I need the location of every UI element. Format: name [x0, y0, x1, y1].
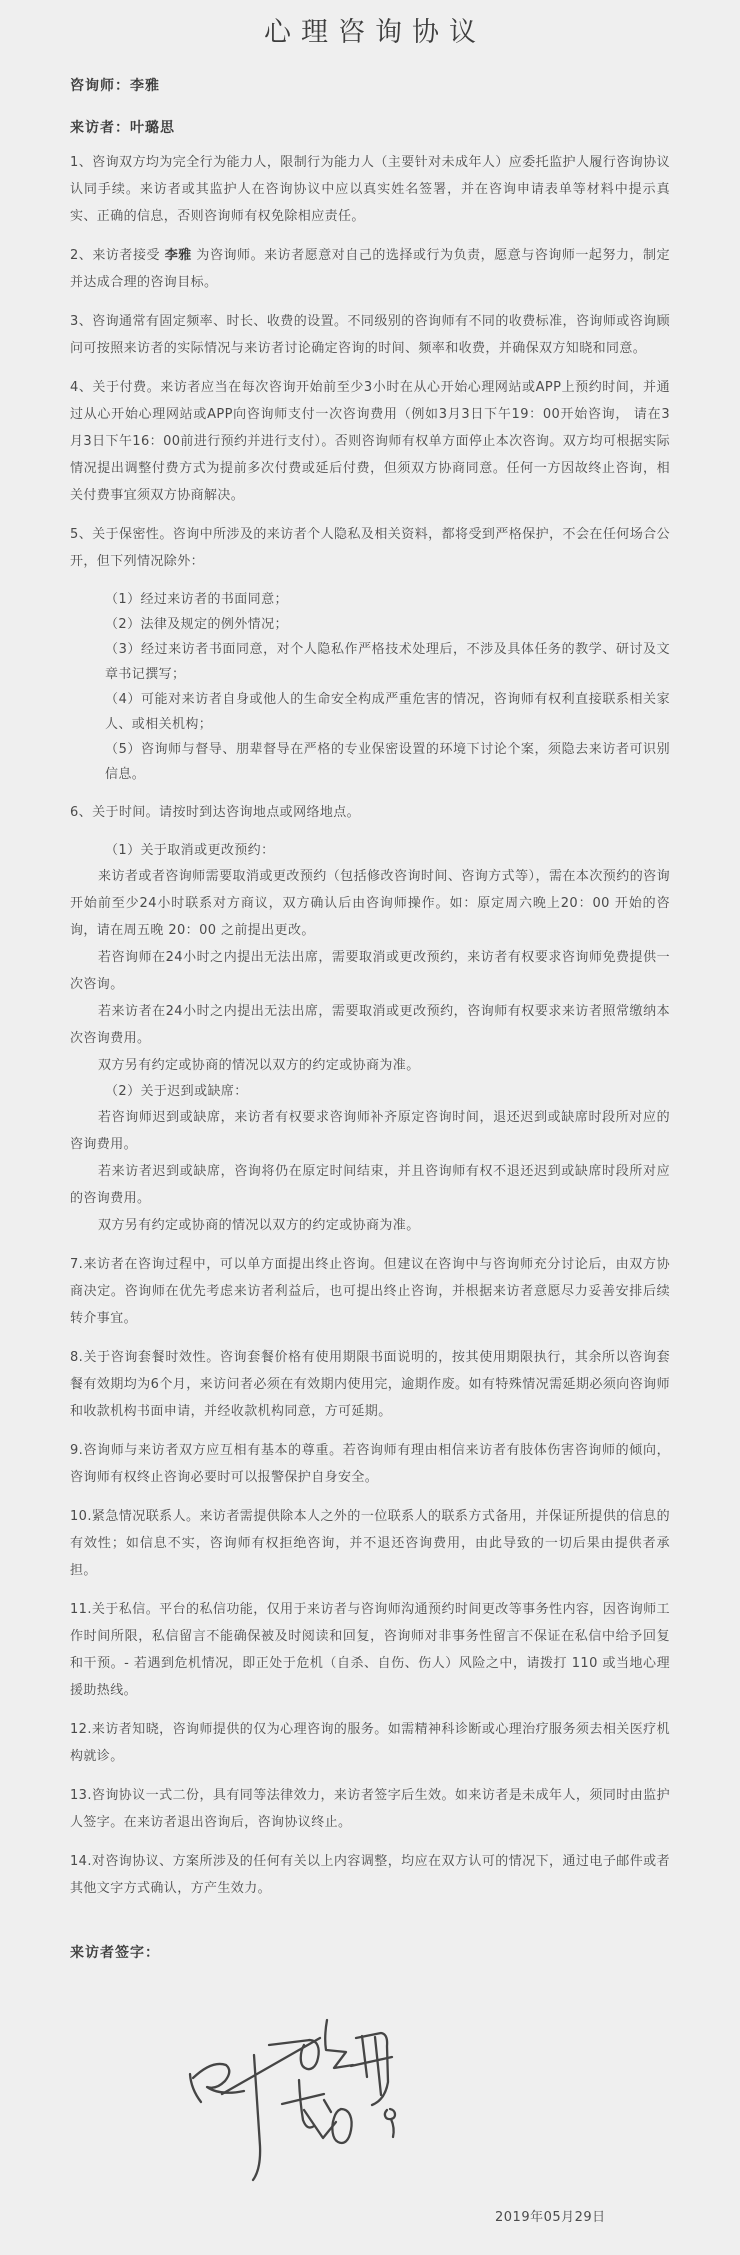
time-subclause-detail: 若来访者在24小时之内提出无法出席，需要取消或更改预约，咨询师有权要求来访者照常缴纳本次咨询费用。: [70, 1004, 670, 1046]
time-subclause-detail: 若咨询师在24小时之内提出无法出席，需要取消或更改预约，来访者有权要求咨询师免费提供一次咨询。: [70, 950, 670, 992]
time-subclause-detail: 来访者或者咨询师需要取消或更改预约（包括修改咨询时间、咨询方式等），需在本次预约的咨询开始前至少24小时联系对方商议，双方确认后由咨询师操作。如：原定周六晚上20：00 开始的咨询，请在周五晚 20：00 之前提出更改。: [70, 869, 670, 938]
counselor-name-inline: 李雅: [164, 248, 192, 263]
clause-paragraph: 9.咨询师与来访者双方应互相有基本的尊重。若咨询师有理由相信来访者有肢体伤害咨询师的倾向，咨询师有权终止咨询必要时可以报警保护自身安全。: [70, 1443, 670, 1485]
clause-paragraph: 4、关于付费。来访者应当在每次咨询开始前至少3小时在从心开始心理网站或APP上预约时间，并通过从心开始心理网站或APP向咨询师支付一次咨询费用（例如3月3日下午19：00开始咨询， 请在3月3日下午16：00前进行预约并进行支付）。否则咨询师有权单方面停止本次咨询。双方均可根据实际情况提出调整付费方式为提前多次付费或延后付费，但须双方协商同意。任何一方因故终止咨询，相关付费事宜须双方协商解决。: [70, 380, 670, 503]
visitor-signature: [170, 1988, 410, 2200]
time-subclause-detail: 若咨询师迟到或缺席，来访者有权要求咨询师补齐原定咨询时间，退还迟到或缺席时段所对应的咨询费用。: [70, 1110, 670, 1152]
clause-paragraph: 8.关于咨询套餐时效性。咨询套餐价格有使用期限书面说明的，按其使用期限执行，其余所以咨询套餐有效期均为6个月，来访问者必须在有效期内使用完，逾期作废。如有特殊情况需延期必须向咨询师和收款机构书面申请，并经收款机构同意，方可延期。: [70, 1350, 670, 1419]
counselor-line: [70, 75, 670, 95]
clause-paragraph: 13.咨询协议一式二份，具有同等法律效力，来访者签字后生效。如来访者是未成年人，须同时由监护人签字。在来访者退出咨询后，咨询协议终止。: [70, 1788, 670, 1830]
counselor-label: 咨询师：: [70, 78, 130, 94]
clause-paragraph: 3、咨询通常有固定频率、时长、收费的设置。不同级别的咨询师有不同的收费标准，咨询师或咨询顾问可按照来访者的实际情况与来访者讨论确定咨询的时间、频率和收费，并确保双方知晓和同意。: [70, 314, 670, 356]
visitor-label: 来访者：: [70, 120, 130, 136]
time-subclause-heading: （2）关于迟到或缺席：: [105, 1084, 248, 1099]
confidentiality-exception-item: （5）咨询师与督导、朋辈督导在严格的专业保密设置的环境下讨论个案，须隐去来访者可识别信息。: [105, 742, 670, 782]
page-title: 心理咨询协议: [264, 17, 486, 48]
clause-paragraph: 11.关于私信。平台的私信功能，仅用于来访者与咨询师沟通预约时间更改等事务性内容，因咨询师工作时间所限，私信留言不能确保被及时阅读和回复，咨询师对非事务性留言不保证在私信中给予回复和干预。- 若遇到危机情况，即正处于危机（自杀、自伤、伤人）风险之中，请拨打 110 或当地心理援助热线。: [70, 1602, 670, 1698]
clause-text: 2、来访者接受: [70, 248, 165, 263]
visitor-line: [70, 117, 670, 137]
visitor-name: 叶璐思: [130, 120, 175, 136]
confidentiality-exception-item: （3）经过来访者书面同意，对个人隐私作严格技术处理后，不涉及具体任务的教学、研讨及文章书记撰写；: [105, 642, 670, 682]
clause-paragraph: 6、关于时间。请按时到达咨询地点或网络地点。: [70, 805, 361, 820]
time-subclause-detail: 双方另有约定或协商的情况以双方的约定或协商为准。: [98, 1218, 420, 1233]
visitor-signature-label: 来访者签字：: [70, 1945, 160, 1961]
confidentiality-exception-item: （1）经过来访者的书面同意；: [105, 592, 288, 607]
clause-paragraph: 1、咨询双方均为完全行为能力人，限制行为能力人（主要针对未成年人）应委托监护人履行咨询协议认同手续。来访者或其监护人在咨询协议中应以真实姓名签署，并在咨询申请表单等材料中提示真实、正确的信息，否则咨询师有权免除相应责任。: [70, 155, 670, 224]
counselor-name: 李雅: [130, 78, 160, 94]
confidentiality-exception-item: （2）法律及规定的例外情况；: [105, 617, 288, 632]
visitor-signature-drawing: [170, 1988, 410, 2200]
time-subclause-detail: 双方另有约定或协商的情况以双方的约定或协商为准。: [98, 1058, 420, 1073]
time-subclause-detail: 若来访者迟到或缺席，咨询将仍在原定时间结束，并且咨询师有权不退还迟到或缺席时段所对应的咨询费用。: [70, 1164, 670, 1206]
confidentiality-exception-item: （4）可能对来访者自身或他人的生命安全构成严重危害的情况，咨询师有权利直接联系相关家人、或相关机构；: [105, 692, 670, 732]
clause-text: 为咨询师。来访者愿意对自己的选择或行为负责，愿意与咨询师一起努力，制定并达成合理的咨询目标。: [70, 248, 670, 290]
time-subclause-heading: （1）关于取消或更改预约：: [105, 843, 275, 858]
clause-paragraph: 14.对咨询协议、方案所涉及的任何有关以上内容调整，均应在双方认可的情况下，通过电子邮件或者其他文字方式确认，方产生效力。: [70, 1854, 670, 1896]
clause-paragraph: 10.紧急情况联系人。来访者需提供除本人之外的一位联系人的联系方式备用，并保证所提供的信息的有效性；如信息不实，咨询师有权拒绝咨询，并不退还咨询费用，由此导致的一切后果由提供者承担。: [70, 1509, 670, 1578]
agreement-date: 2019年05月29日: [495, 2210, 606, 2225]
agreement-body: [0, 75, 740, 2225]
clause-paragraph: [70, 242, 670, 296]
clause-paragraph: 5、关于保密性。咨询中所涉及的来访者个人隐私及相关资料，都将受到严格保护，不会在任何场合公开，但下列情况除外：: [70, 527, 670, 569]
clause-paragraph: 12.来访者知晓，咨询师提供的仅为心理咨询的服务。如需精神科诊断或心理治疗服务须去相关医疗机构就诊。: [70, 1722, 670, 1764]
clause-paragraph: 7.来访者在咨询过程中，可以单方面提出终止咨询。但建议在咨询中与咨询师充分讨论后，由双方协商决定。咨询师在优先考虑来访者利益后，也可提出终止咨询，并根据来访者意愿尽力妥善安排后续转介事宜。: [70, 1257, 670, 1326]
